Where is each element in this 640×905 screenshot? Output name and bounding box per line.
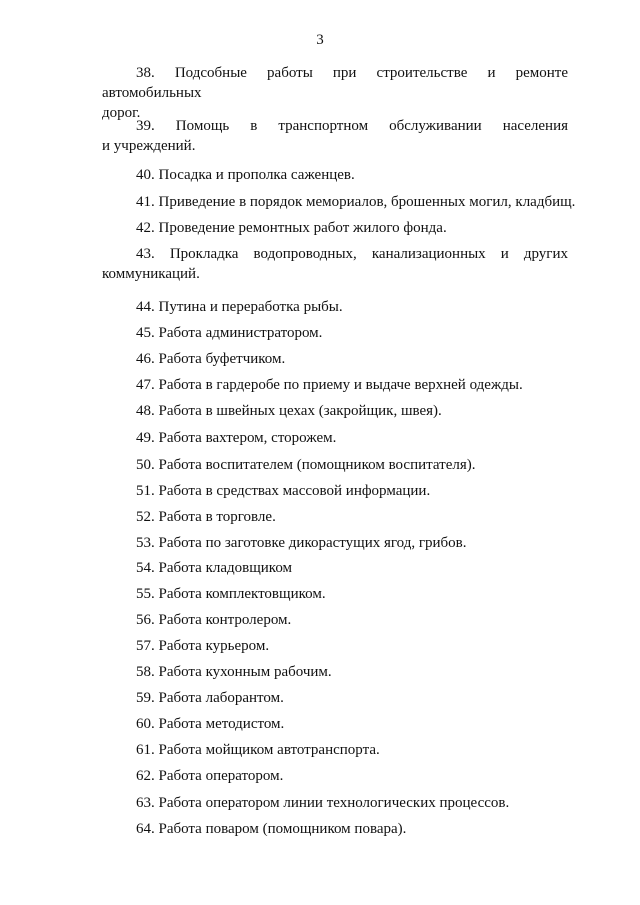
list-item-46: 46. Работа буфетчиком. <box>136 351 286 367</box>
list-item-57: 57. Работа курьером. <box>136 638 270 654</box>
list-item-continuation: дорог. <box>102 105 141 121</box>
list-item-56: 56. Работа контролером. <box>136 612 292 628</box>
list-item-39 <box>102 116 568 156</box>
list-item-64: 64. Работа поваром (помощником повара). <box>136 821 407 837</box>
list-item-text: 39. Помощь в транспортном обслуживании населения <box>136 118 568 134</box>
list-item-continuation: коммуникаций. <box>102 266 200 282</box>
list-item-40: 40. Посадка и прополка саженцев. <box>136 167 355 183</box>
list-item-49: 49. Работа вахтером, сторожем. <box>136 430 337 446</box>
list-item-63: 63. Работа оператором линии технологических процессов. <box>136 795 510 811</box>
list-item-61: 61. Работа мойщиком автотранспорта. <box>136 742 380 758</box>
list-item-62: 62. Работа оператором. <box>136 768 284 784</box>
list-item-continuation: и учреждений. <box>102 138 196 154</box>
list-item-60: 60. Работа методистом. <box>136 716 285 732</box>
list-item-50: 50. Работа воспитателем (помощником воспитателя). <box>136 457 476 473</box>
list-item-55: 55. Работа комплектовщиком. <box>136 586 326 602</box>
list-item-52: 52. Работа в торговле. <box>136 509 276 525</box>
list-item-42: 42. Проведение ремонтных работ жилого фонда. <box>136 220 447 236</box>
list-item-59: 59. Работа лаборантом. <box>136 690 284 706</box>
list-item-47: 47. Работа в гардеробе по приему и выдаче верхней одежды. <box>136 377 523 393</box>
list-item-58: 58. Работа кухонным рабочим. <box>136 664 332 680</box>
list-item-44: 44. Путина и переработка рыбы. <box>136 299 343 315</box>
page-number: 3 <box>316 32 324 48</box>
list-item-41: 41. Приведение в порядок мемориалов, брошенных могил, кладбищ. <box>136 194 576 210</box>
list-item-54: 54. Работа кладовщиком <box>136 560 293 576</box>
list-item-43 <box>102 244 568 284</box>
list-item-text: 43. Прокладка водопроводных, канализационных и других <box>136 246 568 262</box>
list-item-53: 53. Работа по заготовке дикорастущих ягод, грибов. <box>136 535 467 551</box>
list-item-text: 38. Подсобные работы при строительстве и ремонте автомобильных <box>102 65 568 101</box>
list-item-48: 48. Работа в швейных цехах (закройщик, швея). <box>136 403 442 419</box>
list-item-51: 51. Работа в средствах массовой информации. <box>136 483 431 499</box>
list-item-38 <box>102 63 568 123</box>
list-item-45: 45. Работа администратором. <box>136 325 323 341</box>
